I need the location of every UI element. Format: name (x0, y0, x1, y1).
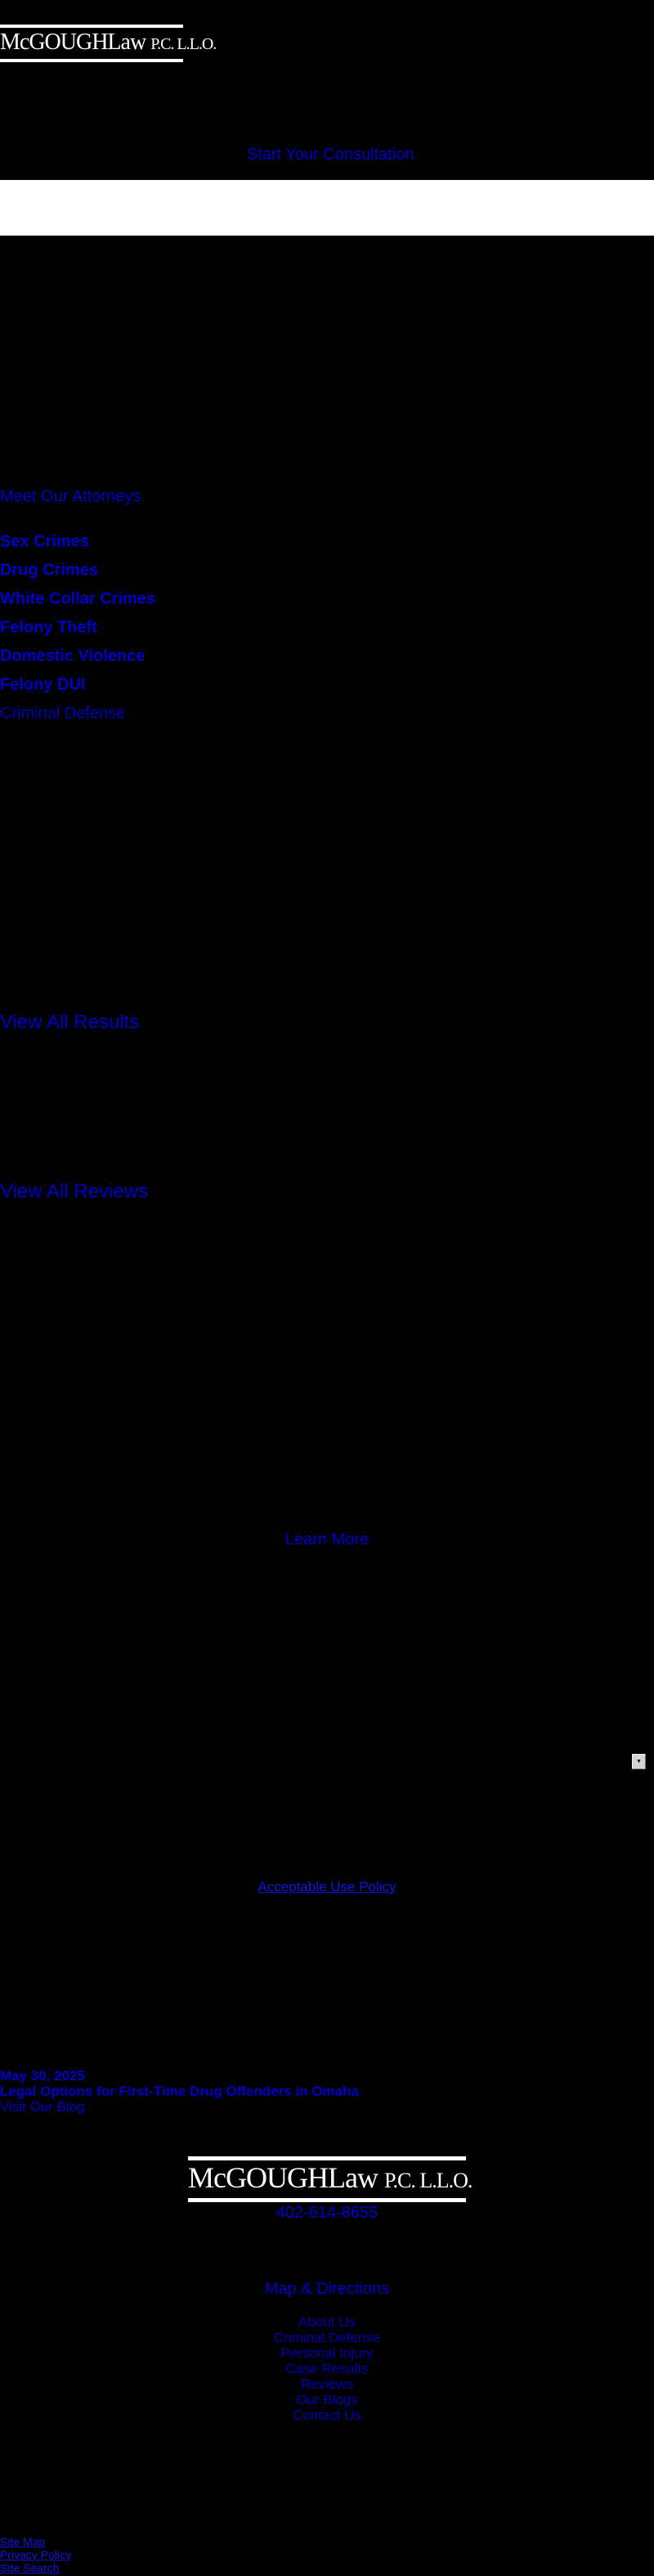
practice-link-white-collar-crimes[interactable]: White Collar Crimes (0, 590, 156, 608)
footer-link-our-blogs[interactable]: Our Blogs (296, 2392, 358, 2407)
meet-our-attorneys-link[interactable]: Meet Our Attorneys (0, 488, 141, 506)
blog-teaser (0, 2068, 359, 2115)
practice-link-felony-dui[interactable]: Felony DUI (0, 676, 86, 694)
footer-link-contact-us[interactable]: Contact Us (292, 2407, 362, 2423)
footer-logo[interactable] (188, 2156, 473, 2202)
practice-link-drug-crimes[interactable]: Drug Crimes (0, 561, 99, 579)
footer-logo-rule-bottom (188, 2198, 466, 2202)
practice-link-felony-theft[interactable]: Felony Theft (0, 618, 97, 636)
phone-number-link[interactable]: 402-614-8655 (275, 2204, 379, 2222)
footer-logo-main-text: McGOUGHLaw (188, 2161, 378, 2194)
privacy-policy-link[interactable]: Privacy Policy (0, 2548, 72, 2561)
footer-link-personal-injury[interactable]: Personal Injury (280, 2345, 374, 2361)
view-all-results-link[interactable]: View All Results (0, 1011, 140, 1033)
blog-post-date[interactable]: May 30, 2025 (0, 2068, 85, 2084)
site-search-link[interactable]: Site Search (0, 2561, 60, 2574)
practice-link-sex-crimes[interactable]: Sex Crimes (0, 533, 89, 551)
map-directions-link[interactable]: Map & Directions (264, 2280, 390, 2298)
blog-post-title-link[interactable]: Legal Options for First-Time Drug Offenders in Omaha (0, 2084, 359, 2099)
footer-link-criminal-defense[interactable]: Criminal Defense (273, 2330, 381, 2345)
white-band-divider (0, 180, 654, 236)
practice-link-criminal-defense[interactable]: Criminal Defense (0, 704, 126, 722)
learn-more-section (0, 1531, 654, 1549)
logo-suffix-text: P.C. L.L.O. (150, 35, 217, 53)
visit-our-blog-link[interactable]: Visit Our Blog (0, 2099, 85, 2115)
practice-link-domestic-violence[interactable]: Domestic Violence (0, 647, 146, 665)
footer-link-case-results[interactable]: Case Results (285, 2361, 369, 2376)
logo-rule-bottom (0, 59, 183, 62)
legal-links (0, 2535, 71, 2574)
dropdown-button[interactable] (632, 1754, 646, 1769)
footer-nav (0, 2314, 654, 2423)
map-directions-section (0, 2280, 654, 2299)
acceptable-use-policy-link[interactable]: Acceptable Use Policy (258, 1879, 396, 1895)
view-all-reviews-link[interactable]: View All Reviews (0, 1180, 148, 1203)
header-logo[interactable] (0, 25, 217, 62)
footer-link-reviews[interactable]: Reviews (300, 2376, 354, 2392)
logo-main-text: McGOUGHLaw (0, 29, 146, 55)
footer-link-about-us[interactable]: About Us (298, 2314, 356, 2330)
start-consultation-link[interactable]: Start Your Consultation (247, 146, 414, 164)
chevron-down-icon: ▼ (636, 1759, 642, 1765)
footer-phone-section (0, 2204, 654, 2223)
practice-area-list (0, 533, 155, 733)
policy-section (0, 1879, 654, 1895)
site-map-link[interactable]: Site Map (0, 2535, 46, 2548)
learn-more-link[interactable]: Learn More (284, 1531, 370, 1549)
footer-logo-suffix-text: P.C. L.L.O. (383, 2169, 473, 2192)
